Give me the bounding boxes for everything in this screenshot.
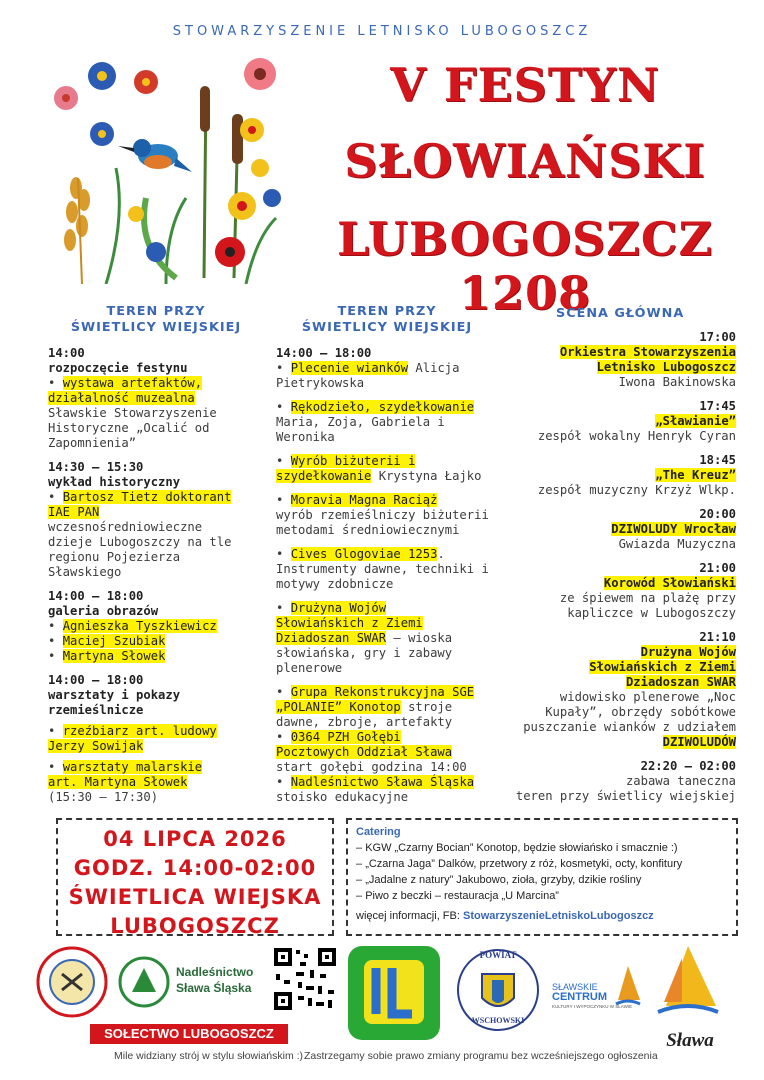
catering-title: Catering: [356, 826, 401, 838]
highlight: warsztaty malarskie: [62, 760, 203, 774]
floral-illustration: [46, 48, 286, 284]
centrum-line2: CENTRUM: [552, 991, 607, 1003]
col1-heading: [46, 304, 266, 336]
powiat-bottom-text: WSCHOWSKI: [471, 1016, 525, 1025]
highlight: Pocztowych Oddział Sława: [276, 745, 453, 759]
text: puszczanie wianków z udziałem: [523, 720, 736, 734]
text: stoisko edukacyjne: [276, 790, 409, 804]
highlight: Grupa Rekonstrukcyjna SGE: [290, 685, 475, 699]
col3-program: [500, 330, 736, 804]
nadlesnictwo-line1: Nadleśnictwo: [176, 965, 254, 979]
text: Maria, Zoja, Gabriela i: [276, 415, 445, 429]
text: Weronika: [276, 430, 335, 444]
col2-heading-line2: ŚWIETLICY WIEJSKIEJ: [301, 320, 473, 335]
col2-program: 14:00 – 18:00 • Plecenie wianków Alicja Pietrykowska • Rękodzieło, szydełkowanie Maria, Zoja, Gabriela i Weronika • Wyrób biżuterii i szydełkowanie Krystyna Łajko • Moravia Magna Raciąż wyrób rzemieślniczy biżuterii metodami średniowiecznymi • Cives Glogoviae 1253. Instrumenty dawne, techniki i motywy zdobnicze • Drużyna Wojów Słowiańskich z Ziemi Dziadoszan SWAR – wioska słowiańska, gry i zabawy plenerowe • Grupa Rekonstrukcyjna SGE „POLANIE” Konotop stroje dawne, zbroje, artefakty • 0364 PZH Gołębi Pocztowych Oddział Sława start gołębi godzina 14:00 • Nadleśnictwo Sława Śląska stoisko edukacyjne: [276, 346, 516, 805]
col1-block-workshops: 14:00 – 18:00 warsztaty i pokazy rzemieślnicze • rzeźbiarz art. ludowy Jerzy Sowijak • warsztaty malarskie art. Martyna Słowek (15:30 – 17:30): [48, 673, 278, 805]
event-village: LUBOGOSZCZ: [110, 914, 280, 938]
time: 14:00 – 18:00: [48, 589, 144, 603]
highlight: wystawa artefaktów,: [62, 376, 203, 390]
col3-heading: SCENA GŁÓWNA: [556, 306, 685, 321]
event-title: warsztaty i pokazy: [48, 688, 181, 702]
text: zespół wokalny Henryk Cyran: [537, 429, 736, 443]
highlight: „POLANIE” Konotop: [276, 700, 401, 714]
time: 14:30 – 15:30: [48, 460, 144, 474]
highlight: Dziadoszan SWAR: [625, 675, 736, 689]
solectwo-badge: SOŁECTWO LUBOGOSZCZ: [90, 1024, 288, 1044]
text: zabawa taneczna: [625, 774, 736, 788]
highlight: art. Martyna Słowek: [48, 775, 188, 789]
col2-heading-line1: TEREN PRZY: [337, 304, 437, 319]
time: 22:20 – 02:00: [640, 759, 736, 773]
event-title: wykład historyczny: [48, 475, 181, 489]
event-title: rzemieślnicze: [48, 703, 144, 717]
text: wczesnośredniowieczne: [48, 520, 203, 534]
event-hours: GODZ. 14:00-02:00: [73, 856, 317, 880]
highlight: Bartosz Tietz doktorant: [62, 490, 232, 504]
highlight: Dziadoszan SWAR: [276, 631, 387, 645]
event-title: rozpoczęcie festynu: [48, 361, 188, 375]
catering-item: „Jadalne z natury” Jakubowo, zioła, grzyby, dzikie rośliny: [365, 874, 642, 886]
text: Sławskie Stowarzyszenie: [48, 406, 217, 420]
title-line-2: SŁOWIAŃSKI: [344, 134, 706, 188]
text: Instrumenty dawne, techniki i: [276, 562, 489, 576]
highlight: Plecenie wianków: [290, 361, 409, 375]
highlight: Moravia Magna Raciąż: [290, 493, 438, 507]
col1-block-lecture: 14:30 – 15:30 wykład historyczny • Bartosz Tietz doktorant IAE PAN wczesnośredniowieczne dzieje Lubogoszczy na tle regionu Pojezierza Sławskiego: [48, 460, 278, 580]
time: 14:00 – 18:00: [276, 346, 372, 360]
col1-block-gallery: 14:00 – 18:00 galeria obrazów • Agnieszka Tyszkiewicz • Maciej Szubiak • Martyna Słowek: [48, 589, 278, 664]
highlight: IAE PAN: [48, 505, 100, 519]
slawa-sailboat-logo: [652, 944, 722, 1026]
col1-heading-line2: ŚWIETLICY WIEJSKIEJ: [70, 320, 242, 335]
catering-item: „Czarna Jaga” Dalków, przetwory z róż, kosmetyki, octy, konfitury: [365, 858, 683, 870]
text: (15:30 – 17:30): [48, 790, 159, 804]
time: 21:00: [699, 561, 736, 575]
footer-disclaimer: Zastrzegamy sobie prawo zmiany programu bez wcześniejszego ogłoszenia: [304, 1050, 658, 1062]
text: teren przy świetlicy wiejskiej: [515, 789, 736, 803]
highlight: Drużyna Wojów: [290, 601, 387, 615]
event-place: ŚWIETLICA WIEJSKA: [68, 885, 322, 909]
col1-block-opening: 14:00 rozpoczęcie festynu • wystawa artefaktów, działalność muzealna Sławskie Stowarzyszenie Historyczne „Ocalić od Zapomnienia”: [48, 346, 278, 451]
historical-society-logo: [30, 944, 114, 1020]
text: Alicja: [408, 361, 460, 375]
time: 20:00: [699, 507, 736, 521]
text: Iwona Bakinowska: [618, 375, 736, 389]
text: zespół muzyczny Krzyż Wlkp.: [537, 483, 736, 497]
highlight: Drużyna Wojów: [640, 645, 736, 659]
highlight: działalność muzealna: [48, 391, 195, 405]
highlight: Cives Glogoviae 1253: [290, 547, 438, 561]
highlight: Agnieszka Tyszkiewicz: [62, 619, 217, 633]
time: 18:45: [699, 453, 736, 467]
time: 14:00 – 18:00: [48, 673, 144, 687]
time: 14:00: [48, 346, 85, 360]
highlight: Słowiańskich z Ziemi: [276, 616, 423, 630]
text: plenerowe: [276, 661, 343, 675]
text: Zapomnienia”: [48, 436, 137, 450]
text: Historyczne „Ocalić od: [48, 421, 210, 435]
text: wyrób rzemieślniczy biżuterii: [276, 508, 489, 522]
organizer-name: STOWARZYSZENIE LETNISKO LUBOGOSZCZ: [172, 24, 592, 39]
centrum-sail-icon: [614, 964, 642, 1008]
highlight: Korowód Słowiański: [603, 576, 736, 590]
highlight: Rękodzieło, szydełkowanie: [290, 400, 475, 414]
text: dawne, zbroje, artefakty: [276, 715, 453, 729]
col1-program: [48, 346, 278, 805]
text: Pietrykowska: [276, 376, 365, 390]
slawa-logo-text: Sława: [666, 1030, 714, 1051]
lasy-panstwowe-logo: [118, 952, 170, 1012]
centrum-line1: SŁAWSKIE: [552, 982, 598, 992]
col1-heading-line1: TEREN PRZY: [106, 304, 206, 319]
highlight: Letnisko Lubogoszcz: [596, 360, 736, 374]
highlight: szydełkowanie: [276, 469, 372, 483]
text: słowiańska, gry i zabawy: [276, 646, 453, 660]
highlight: Wyrób biżuterii i: [290, 454, 416, 468]
time: 17:45: [699, 399, 736, 413]
text: Krystyna Łajko: [371, 469, 482, 483]
highlight: DZIWOLUDÓW: [662, 735, 736, 749]
text: Sławskiego: [48, 565, 122, 579]
time: 21:10: [699, 630, 736, 644]
highlight: 0364 PZH Gołębi: [290, 730, 401, 744]
qr-code[interactable]: [272, 946, 338, 1012]
catering-item: KGW „Czarny Bocian” Konotop, będzie słowiańsko i smacznie :): [365, 842, 678, 854]
date-box: [56, 818, 334, 936]
title-line-3: LUBOGOSZCZ 1208: [336, 212, 714, 320]
highlight: rzeźbiarz art. ludowy: [62, 724, 217, 738]
powiat-top-text: POWIAT: [479, 950, 517, 960]
text: metodami średniowiecznymi: [276, 523, 460, 537]
catering-box: Catering – KGW „Czarny Bocian” Konotop, będzie słowiańsko i smacznie :) – „Czarna Jaga” Dalków, przetwory z róż, kosmetyki, octy, konfitury – „Jadalne z natury” Jakubowo, zioła, grzyby, dzikie rośliny – Piwo z beczki – restauracja „U Marcina” więcej informacji, FB: StowarzyszenieLetniskoLubogoszcz: [346, 818, 738, 936]
more-info-label: więcej informacji, FB:: [356, 910, 463, 922]
text: widowisko plenerowe „Noc: [559, 690, 736, 704]
text: regionu Pojezierza: [48, 550, 181, 564]
highlight: Martyna Słowek: [62, 649, 166, 663]
facebook-link[interactable]: StowarzyszenieLetniskoLubogoszcz: [462, 910, 654, 922]
text: ze śpiewem na plażę przy: [559, 591, 736, 605]
text: – wioska: [386, 631, 453, 645]
text: motywy zdobnicze: [276, 577, 394, 591]
nadlesnictwo-logo-text: [176, 964, 253, 996]
title-line-1: V FESTYN: [390, 58, 660, 112]
catering-item: Piwo z beczki – restauracja „U Marcina”: [365, 890, 559, 902]
nadlesnictwo-line2: Sława Śląska: [176, 981, 252, 995]
text: Kupały”, obrzędy sobótkowe: [545, 705, 736, 719]
footer-dress-note: Mile widziany strój w stylu słowiańskim :): [114, 1050, 304, 1062]
text: .: [437, 547, 445, 561]
highlight: Maciej Szubiak: [62, 634, 166, 648]
highlight: „Sławianie”: [655, 414, 736, 428]
highlight: Nadleśnictwo Sława Śląska: [290, 775, 475, 789]
event-title: galeria obrazów: [48, 604, 159, 618]
text: Gwiazda Muzyczna: [618, 537, 736, 551]
col2-heading: [272, 304, 502, 336]
highlight: Orkiestra Stowarzyszenia: [559, 345, 736, 359]
gmina-slawa-logo: [346, 944, 442, 1042]
time: 17:00: [699, 330, 736, 344]
event-date: 04 LIPCA 2026: [103, 827, 287, 851]
text: dzieje Lubogoszczy na tle: [48, 535, 232, 549]
text: start gołębi godzina 14:00: [276, 760, 467, 774]
highlight: DZIWOLUDY Wrocław: [611, 522, 736, 536]
text: stroje: [400, 700, 453, 714]
centrum-line3: KULTURY I WYPOCZYNKU W SŁAWIE: [552, 1004, 633, 1009]
highlight: Jerzy Sowijak: [48, 739, 144, 753]
highlight: „The Kreuz”: [655, 468, 736, 482]
text: kapliczce w Lubogoszczy: [567, 606, 736, 620]
highlight: Słowiańskich z Ziemi: [589, 660, 736, 674]
